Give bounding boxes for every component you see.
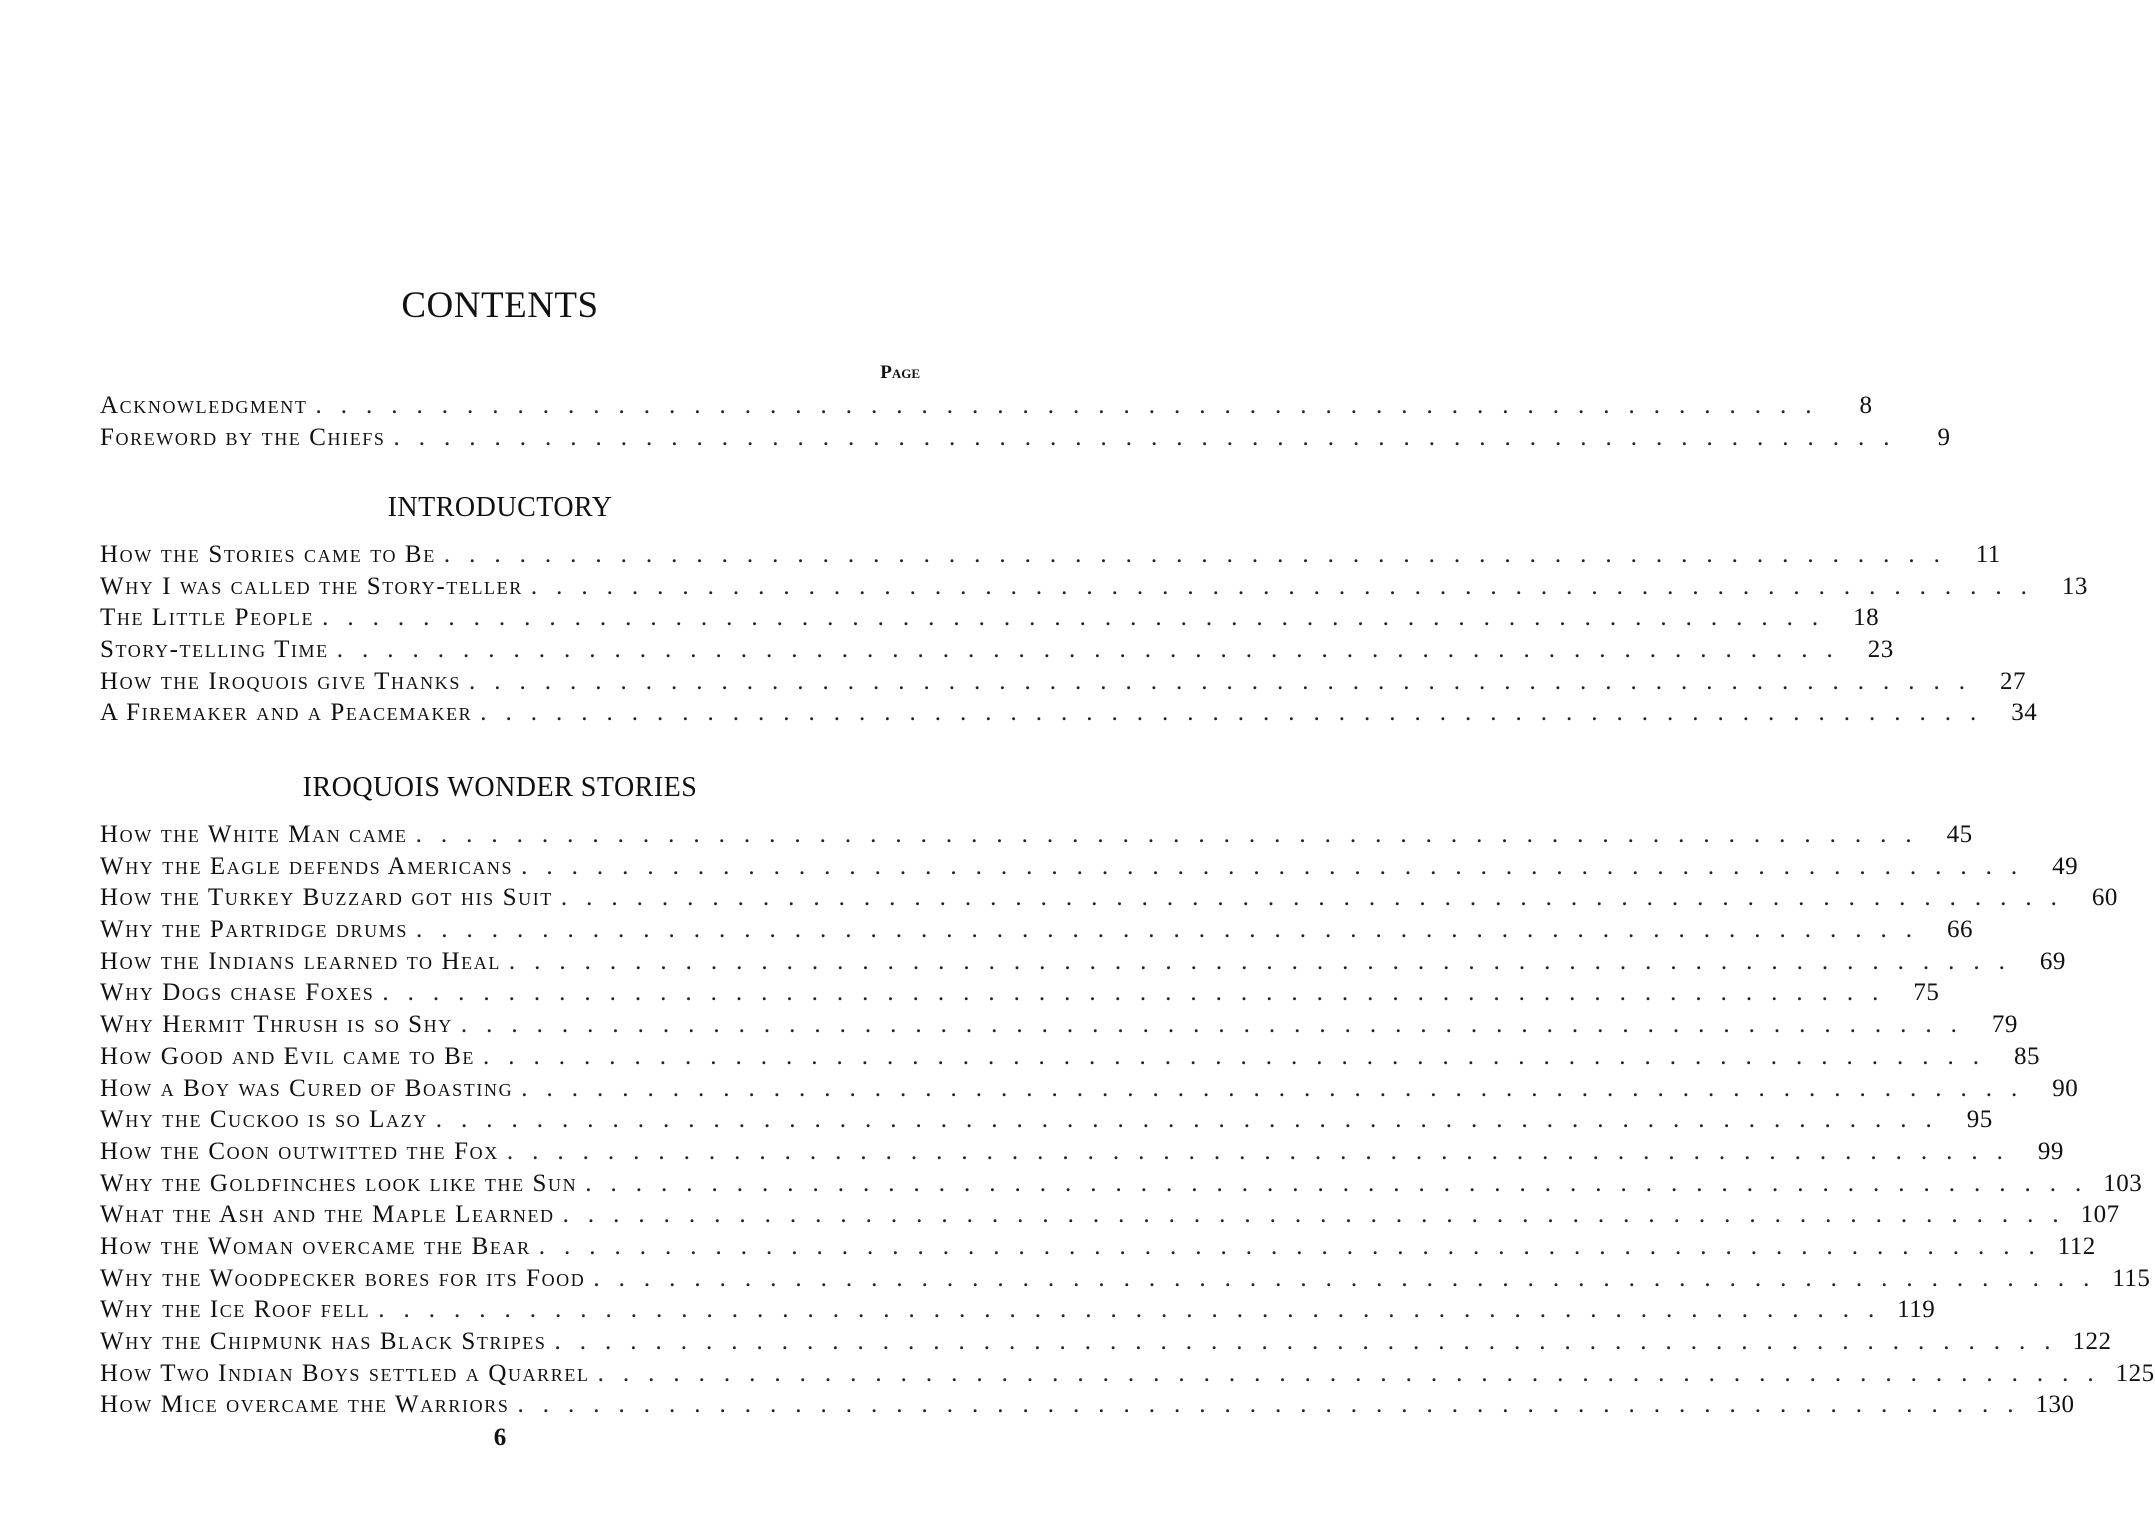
toc-entry[interactable] [100, 1296, 1936, 1328]
page-number: 6 [493, 1424, 507, 1451]
toc-entry-title: The Little People [100, 604, 315, 632]
dot-leader: ............................................................ [521, 852, 2037, 880]
toc-entry[interactable] [100, 541, 2001, 573]
toc-entry-page: 103 [2103, 1169, 2143, 1197]
toc-entry[interactable] [100, 572, 2088, 605]
toc-entry-title: How the Stories came to Be [100, 541, 436, 568]
toc-entry-page: 112 [2057, 1232, 2096, 1260]
toc-entry-title: How Good and Evil came to Be [100, 1042, 475, 1070]
toc-entry[interactable] [100, 1074, 2079, 1107]
dot-leader: ............................................................ [315, 392, 1831, 419]
toc-entry-page: 125 [2115, 1359, 2155, 1387]
toc-entry-page: 119 [1897, 1296, 1936, 1324]
dot-leader: ............................................................ [597, 1359, 2113, 1387]
toc-entry[interactable] [100, 423, 1951, 456]
dot-leader: ............................................................ [530, 572, 2046, 600]
toc-entry-page: 45 [1946, 821, 1973, 848]
toc-entry-title: How the Woman overcame the Bear [100, 1232, 531, 1260]
toc-entry-page: 85 [2014, 1042, 2040, 1070]
toc-entry-title: What the Ash and the Maple Learned [100, 1201, 555, 1229]
toc-entry-title: Why the Goldfinches look like the Sun [100, 1169, 578, 1197]
toc-entry-page: 27 [1999, 667, 2026, 695]
toc-entry-page: 49 [2052, 852, 2079, 880]
dot-leader: ............................................................ [435, 1106, 1951, 1134]
dot-leader: ............................................................ [378, 1296, 1894, 1324]
toc-entry[interactable] [100, 884, 2118, 916]
toc-entry-title: Why I was called the Story-teller [100, 572, 523, 600]
toc-entry-title: Why Hermit Thrush is so Shy [100, 1011, 453, 1039]
toc-entry-page: 66 [1946, 916, 1973, 944]
toc-entry[interactable] [100, 392, 1873, 424]
introductory-list [100, 541, 2088, 731]
page-title: CONTENTS [401, 285, 599, 326]
toc-entry[interactable] [100, 1232, 2096, 1265]
toc-entry-page: 11 [1975, 541, 2001, 568]
dot-leader: ............................................................ [560, 884, 2076, 912]
toc-entry-title: How a Boy was Cured of Boasting [100, 1074, 514, 1102]
dot-leader: ............................................................ [415, 916, 1931, 944]
toc-entry[interactable] [100, 1328, 2112, 1360]
toc-entry-page: 23 [1867, 636, 1894, 664]
toc-entry[interactable] [100, 979, 1940, 1011]
toc-entry-page: 18 [1853, 604, 1880, 632]
toc-entry-title: Foreword by the Chiefs [100, 423, 386, 451]
toc-entry[interactable] [100, 916, 1973, 948]
dot-leader: ............................................................ [336, 636, 1852, 664]
toc-entry[interactable] [100, 1201, 2120, 1233]
dot-leader: ............................................................ [483, 1042, 1998, 1070]
toc-entry-title: Why the Eagle defends Americans [100, 852, 514, 880]
toc-entry-page: 75 [1913, 979, 1940, 1007]
toc-entry[interactable] [100, 1011, 2018, 1043]
toc-entry-title: Why Dogs chase Foxes [100, 979, 375, 1007]
toc-entry[interactable] [100, 1137, 2064, 1170]
dot-leader: ............................................................ [415, 821, 1931, 848]
toc-entry[interactable] [100, 667, 2026, 700]
toc-entry[interactable] [100, 1359, 2155, 1392]
dot-leader: ............................................................ [517, 1391, 2033, 1419]
toc-entry-page: 95 [1966, 1106, 1993, 1134]
dot-leader: ............................................................ [554, 1328, 2070, 1355]
dot-leader: ............................................................ [585, 1169, 2101, 1197]
dot-leader: ............................................................ [593, 1264, 2109, 1292]
toc-entry-title: Why the Partridge drums [100, 916, 408, 944]
toc-entry[interactable] [100, 1391, 2075, 1423]
front-matter-list [100, 392, 1951, 455]
toc-entry[interactable] [100, 1169, 2143, 1202]
toc-entry-title: How Mice overcame the Warriors [100, 1391, 510, 1419]
toc-entry-title: How the White Man came [100, 821, 408, 848]
toc-entry-title: How the Iroquois give Thanks [100, 667, 461, 695]
toc-entry-page: 8 [1859, 392, 1873, 419]
dot-leader: ............................................................ [508, 947, 2024, 975]
toc-entry[interactable] [100, 604, 1880, 636]
toc-entry-page: 13 [2061, 572, 2088, 600]
toc-entry-page: 60 [2091, 884, 2118, 912]
toc-entry-title: How Two Indian Boys settled a Quarrel [100, 1359, 590, 1387]
toc-entry[interactable] [100, 699, 2038, 731]
toc-entry-page: 99 [2037, 1137, 2064, 1165]
toc-entry-page: 79 [1991, 1011, 2018, 1039]
toc-entry[interactable] [100, 1264, 2151, 1297]
toc-entry-page: 122 [2072, 1328, 2112, 1355]
dot-leader: ............................................................ [562, 1201, 2078, 1229]
toc-entry-page: 90 [2052, 1074, 2079, 1102]
toc-entry-page: 69 [2039, 947, 2066, 975]
toc-entry-page: 130 [2035, 1391, 2075, 1419]
toc-entry[interactable] [100, 1042, 2040, 1075]
toc-entry-title: A Firemaker and a Peacemaker [100, 699, 473, 727]
dot-leader: ............................................................ [382, 979, 1898, 1007]
dot-leader: ............................................................ [322, 604, 1838, 632]
toc-entry-page: 107 [2080, 1201, 2120, 1229]
dot-leader: ............................................................ [468, 667, 1984, 695]
toc-entry[interactable] [100, 821, 1973, 853]
wonder-stories-list [100, 821, 2155, 1423]
dot-leader: ............................................................ [443, 541, 1959, 568]
toc-entry-page: 34 [2011, 699, 2038, 727]
toc-entry-title: Acknowledgment [100, 392, 308, 419]
toc-entry[interactable] [100, 1106, 1993, 1138]
toc-entry-title: How the Turkey Buzzard got his Suit [100, 884, 553, 912]
toc-entry[interactable] [100, 852, 2079, 885]
dot-leader: ............................................................ [480, 699, 1996, 727]
dot-leader: ............................................................ [538, 1232, 2054, 1260]
toc-entry-title: Why the Cuckoo is so Lazy [100, 1106, 428, 1134]
toc-entry-page: 115 [2112, 1264, 2151, 1292]
dot-leader: ............................................................ [521, 1074, 2037, 1102]
dot-leader: ............................................................ [393, 423, 1909, 451]
dot-leader: ............................................................ [460, 1011, 1976, 1039]
toc-entry-title: Story-telling Time [100, 636, 329, 664]
dot-leader: ............................................................ [506, 1137, 2022, 1165]
page-column-label: Page [880, 362, 920, 383]
toc-entry[interactable] [100, 947, 2066, 980]
toc-entry-title: Why the Woodpecker bores for its Food [100, 1264, 586, 1292]
section-heading-wonder-stories: IROQUOIS WONDER STORIES [302, 772, 698, 803]
toc-entry-title: Why the Ice Roof fell [100, 1296, 371, 1324]
toc-entry-title: How the Coon outwitted the Fox [100, 1137, 499, 1165]
toc-entry-title: How the Indians learned to Heal [100, 947, 501, 975]
section-heading-introductory: INTRODUCTORY [387, 492, 613, 523]
toc-entry-title: Why the Chipmunk has Black Stripes [100, 1328, 547, 1355]
toc-entry[interactable] [100, 636, 1894, 668]
toc-entry-page: 9 [1937, 423, 1951, 451]
